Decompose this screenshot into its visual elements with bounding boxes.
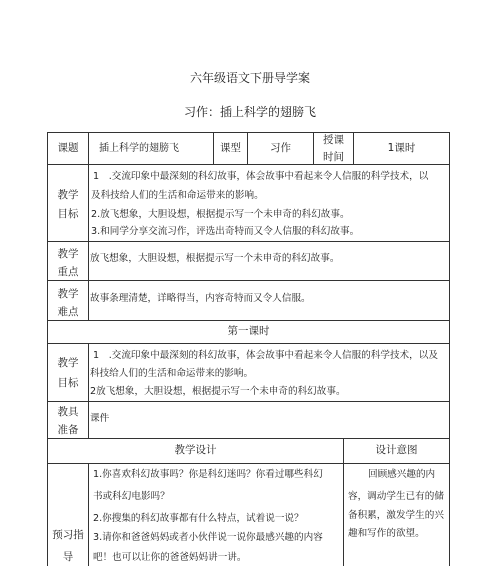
preview-label-line1: 预习指 <box>52 529 84 541</box>
difficulties-label-line1: 教学 <box>57 288 79 300</box>
difficulties-text: 故事条理清楚，详略得当，内容奇特而又令人信服。 <box>90 293 311 304</box>
table-border-top <box>47 132 450 133</box>
goals2-line-2: 科技给人们的生活和命运带来的影响。 <box>90 368 254 379</box>
keypoints-text: 放飞想象，大胆设想，根据提示写一个未申奇的科幻故事。 <box>90 253 340 264</box>
row-divider <box>47 438 450 439</box>
row-divider <box>47 401 450 402</box>
row-divider <box>47 280 450 281</box>
intent-column-divider <box>343 438 344 566</box>
page-title: 六年级语文下册导学案 <box>189 71 310 85</box>
preview-label-line2: 导 <box>62 551 74 563</box>
time-label-line1: 授课 <box>323 134 344 146</box>
difficulties-label-line2: 难点 <box>57 306 79 318</box>
label-column-divider <box>88 132 89 320</box>
intent-line-4: 趣和写作的欲望。 <box>348 528 425 539</box>
type-label: 课型 <box>220 142 241 154</box>
goals-line-4: 3.和同学分享交流习作，评选出奇特而又令人信服的科幻故事。 <box>91 226 360 237</box>
intent-line-1: 回顾感兴趣的内 <box>368 469 436 480</box>
row-divider <box>47 320 450 321</box>
goals-line-2: 及科技给人们的生活和命运带来的影响。 <box>91 190 264 201</box>
preview-line-3: 2.你搜集的科幻故事都有什么特点，试着说一说？ <box>93 513 304 524</box>
row-divider <box>47 463 450 464</box>
prep-label-line1: 教具 <box>57 406 79 418</box>
preview-line-4: 3.请你和爸爸妈妈或者小伙伴说一说你最感兴趣的内容 <box>93 532 323 543</box>
goals2-line-1: 1 .交流印象中最深刻的科幻故事，体会故事中看起来令人信服的科学技术，以及 <box>93 350 438 361</box>
topic-value: 插上科学的翅膀飞 <box>99 143 179 154</box>
preview-line-1: 1.你喜欢科幻故事吗？你是科幻迷吗？你看过哪些科幻 <box>93 469 323 480</box>
goals-line-3: 2.放飞想象，大胆设想，根据提示写一个未申奇的科幻故事。 <box>91 209 350 220</box>
preview-line-5: 吧！也可以让你的爸爸妈妈讲一讲。 <box>93 552 247 563</box>
row-divider <box>47 343 450 344</box>
first-lesson-heading: 第一课时 <box>227 325 270 337</box>
intent-line-3: 备积累，激发学生的兴 <box>348 510 444 521</box>
goals-line-1: 1 .交流印象中最深刻的科幻故事，体会故事中看起来令人信服的科学技术，以 <box>93 171 429 182</box>
intent-heading: 设计意图 <box>375 444 418 456</box>
prep-label-line2: 准备 <box>57 424 79 436</box>
keypoints-label-line1: 教学 <box>57 248 79 260</box>
goals2-label-line1: 教学 <box>57 357 79 369</box>
goals2-label-line2: 目标 <box>57 377 79 389</box>
table-border-right <box>449 132 450 566</box>
label-column-divider <box>88 343 89 438</box>
type-value: 习作 <box>270 142 291 154</box>
intent-line-2: 容，调动学生已有的储 <box>348 491 444 502</box>
time-value: 1课时 <box>387 142 416 154</box>
time-label-line2: 时间 <box>323 151 344 163</box>
page-subtitle: 习作：插上科学的翅膀飞 <box>183 105 316 119</box>
keypoints-label-line2: 重点 <box>57 266 79 278</box>
row-divider <box>47 241 450 242</box>
goals-label-line1: 教学 <box>57 189 79 201</box>
prep-text: 课件 <box>90 413 110 424</box>
goals-label-line2: 目标 <box>57 208 79 220</box>
label-column-divider <box>88 463 89 566</box>
goals2-line-3: 2放飞想象，大胆设想，根据提示写一个未申奇的科幻故事。 <box>90 386 346 397</box>
topic-label: 课题 <box>57 142 79 154</box>
preview-line-2: 书或科幻电影吗？ <box>93 491 170 502</box>
row-divider <box>47 164 450 165</box>
design-heading: 教学设计 <box>174 444 217 456</box>
